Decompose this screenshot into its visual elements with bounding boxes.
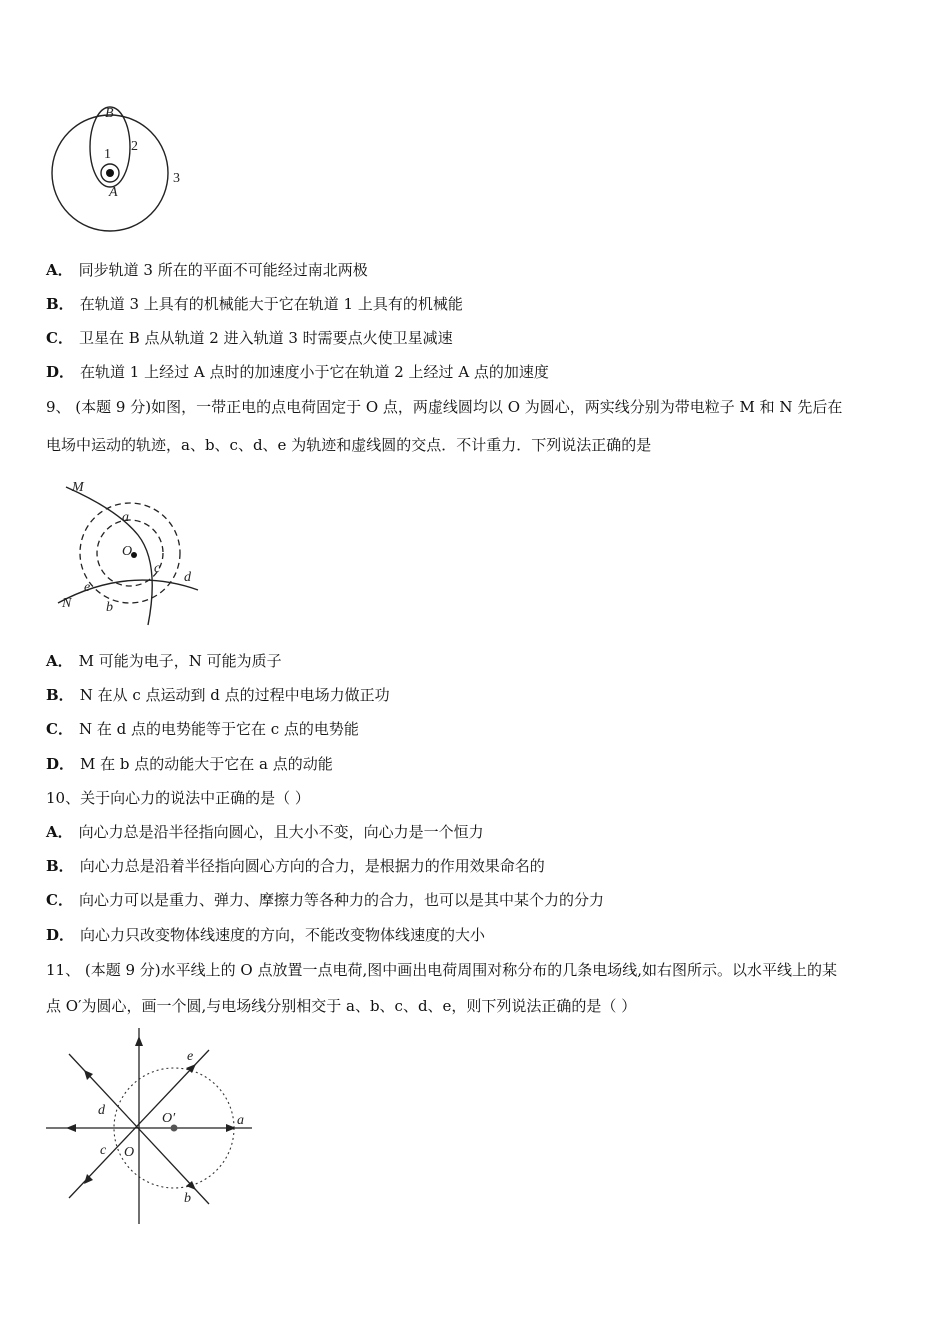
label-d: d [184,570,191,585]
label-B: B [105,106,114,121]
label-N: N [62,596,72,611]
label-M: M [72,480,84,495]
q9-option-a: A． M 可能为电子，N 可能为质子 [46,652,282,670]
label-3: 3 [173,171,180,186]
arrow-up [135,1036,143,1046]
q9-stem-line2: 电场中运动的轨迹，a、b、c、d、e 为轨迹和虚线圆的交点．不计重力．下列说法正确的是 [46,436,652,454]
label-1: 1 [104,147,111,162]
label-e: e [187,1049,194,1064]
trajectory-N [58,580,198,603]
q8-option-c: C． 卫星在 B 点从轨道 2 进入轨道 3 时需要点火使卫星减速 [46,329,453,347]
q11-stem-line1: 11、 (本题 9 分)水平线上的 O 点放置一点电荷,图中画出电荷周围对称分布的几条电场线,如右图所示。以水平线上的某 [46,961,838,979]
trajectory-figure [48,475,208,635]
q9-option-b: B． N 在从 c 点运动到 d 点的过程中电场力做正功 [46,686,390,704]
label-e: e [84,580,91,595]
label-d: d [98,1103,105,1118]
q11-stem-line2: 点 O′为圆心，画一个圆,与电场线分别相交于 a、b、c、d、e，则下列说法正确的是（ ） [46,997,637,1015]
arrow-up-right [186,1064,196,1073]
arrow-right [226,1124,236,1132]
label-a: a [122,510,129,525]
q10-option-b: B． 向心力总是沿着半径指向圆心方向的合力，是根据力的作用效果命名的 [46,857,545,875]
q10-option-d: D． 向心力只改变物体线速度的方向，不能改变物体线速度的大小 [46,926,486,944]
label-O: O [122,544,133,559]
q10-stem: 10、关于向心力的说法中正确的是（ ） [46,789,310,807]
q8-option-b: B． 在轨道 3 上具有的机械能大于它在轨道 1 上具有的机械能 [46,295,463,313]
label-a: a [237,1113,244,1128]
q9-option-d: D． M 在 b 点的动能大于它在 a 点的动能 [46,755,333,773]
earth-dot [106,169,114,177]
arrow-down-left [84,1174,93,1184]
q9-stem-line1: 9、 (本题 9 分)如图，一带正电的点电荷固定于 O 点，两虚线圆均以 O 为圆心，两实线分别为带电粒子 M 和 N 先后在 [46,398,843,416]
arrow-left [66,1124,76,1132]
q8-option-a: A． 同步轨道 3 所在的平面不可能经过南北两极 [46,261,368,279]
q10-option-a: A． 向心力总是沿半径指向圆心，且大小不变，向心力是一个恒力 [46,823,484,841]
q8-option-d: D． 在轨道 1 上经过 A 点时的加速度小于它在轨道 2 上经过 A 点的加速度 [46,363,549,381]
label-2: 2 [131,139,138,154]
label-O: O [124,1145,135,1160]
orbit-figure [48,100,198,235]
label-c: c [154,561,161,576]
label-b: b [184,1191,191,1206]
field-line-figure [44,1026,259,1226]
label-A: A [109,185,118,200]
label-c: c [100,1143,107,1158]
label-Oprime: O′ [162,1111,176,1126]
arrow-down-right [186,1181,196,1190]
q10-option-c: C． 向心力可以是重力、弹力、摩擦力等各种力的合力，也可以是其中某个力的分力 [46,891,604,909]
label-b: b [106,600,113,615]
q9-option-c: C． N 在 d 点的电势能等于它在 c 点的电势能 [46,720,359,738]
